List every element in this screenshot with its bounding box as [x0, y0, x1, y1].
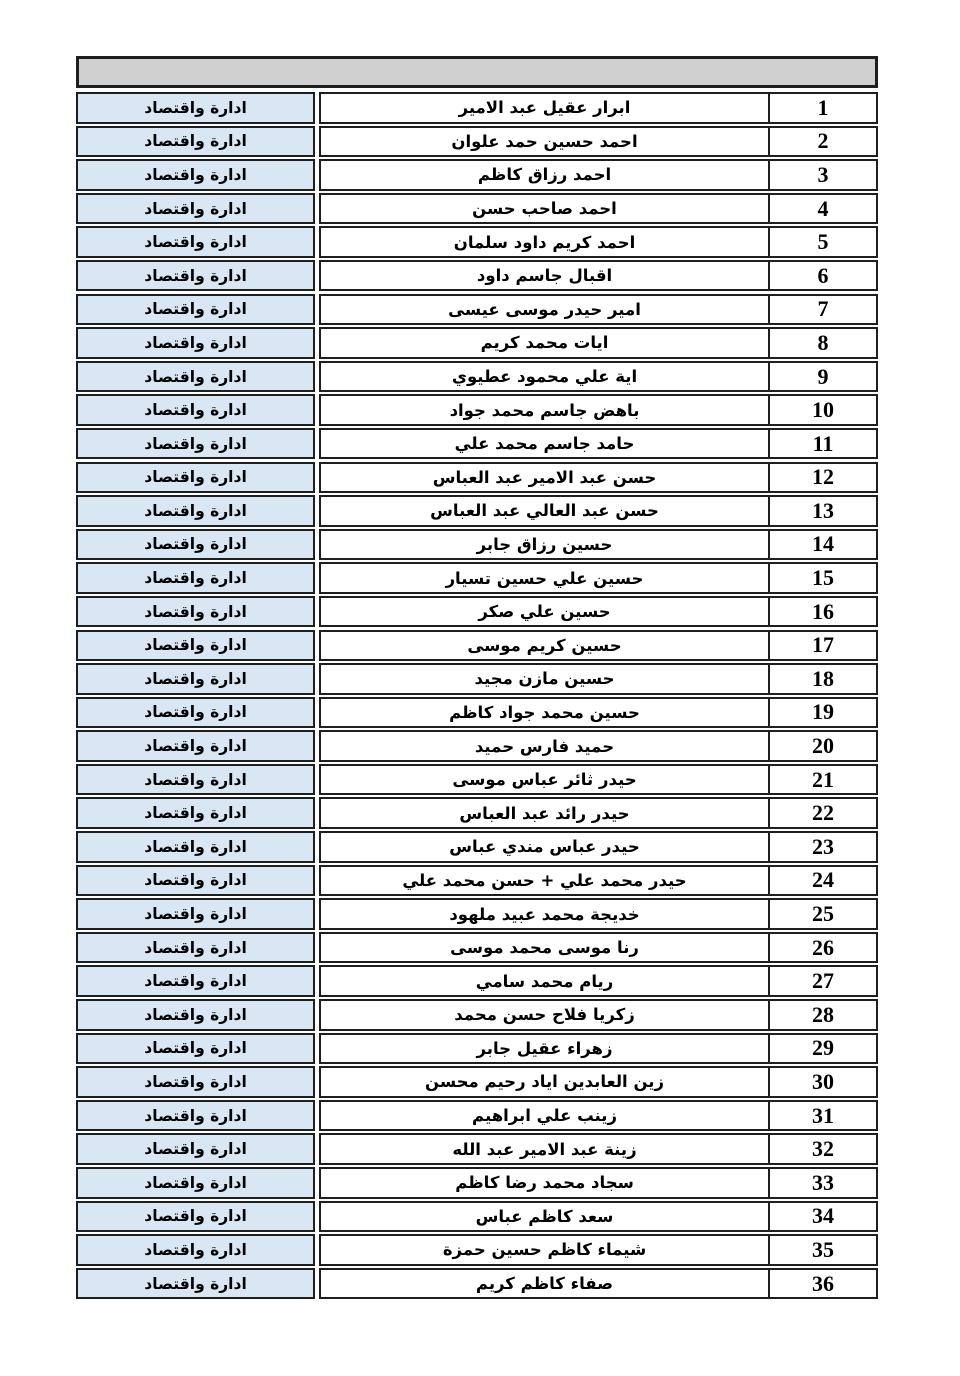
department-cell [76, 394, 315, 426]
row-number-cell [770, 596, 878, 628]
student-name: حسين رزاق جابر [476, 534, 613, 554]
department-cell [76, 865, 315, 897]
row-number: 25 [812, 901, 834, 926]
department-label: ادارة واقتصاد [144, 569, 247, 588]
student-name: زين العابدين اياد رحيم محسن [425, 1072, 664, 1092]
row-number: 7 [817, 296, 829, 322]
department-cell [76, 327, 315, 359]
student-name: حيدر عباس مندي عباس [449, 837, 640, 857]
student-name-cell [319, 999, 770, 1031]
table-row [76, 562, 878, 594]
department-label: ادارة واقتصاد [144, 501, 247, 520]
student-name: حسين كريم موسى [467, 635, 622, 655]
row-number: 26 [812, 934, 834, 960]
row-number-cell [770, 529, 878, 561]
student-name: حسين محمد جواد كاظم [449, 702, 640, 722]
row-number: 33 [812, 1169, 834, 1195]
department-label: ادارة واقتصاد [144, 837, 247, 856]
row-number: 12 [812, 464, 834, 490]
row-number: 30 [812, 1068, 834, 1094]
department-label: ادارة واقتصاد [144, 1207, 247, 1226]
department-label: ادارة واقتصاد [144, 1240, 247, 1259]
department-label: ادارة واقتصاد [144, 1140, 247, 1159]
table-row [76, 630, 878, 662]
student-name: ايات محمد كريم [480, 333, 609, 353]
department-cell [76, 730, 315, 762]
department-cell [76, 226, 315, 258]
table-row [76, 394, 878, 426]
student-name: زكريا فلاح حسن محمد [454, 1005, 635, 1025]
student-name-cell [319, 394, 770, 426]
department-label: ادارة واقتصاد [144, 233, 247, 252]
row-number: 18 [812, 665, 834, 691]
student-name-cell [319, 294, 770, 326]
student-name-cell [319, 361, 770, 393]
department-label: ادارة واقتصاد [144, 703, 247, 722]
department-label: ادارة واقتصاد [144, 300, 247, 319]
row-number-cell [770, 1066, 878, 1098]
table-row [76, 831, 878, 863]
table-row [76, 1234, 878, 1266]
department-label: ادارة واقتصاد [144, 98, 247, 117]
student-name-cell [319, 327, 770, 359]
student-name: حيدر محمد علي + حسن محمد علي [402, 870, 687, 890]
student-name-cell [319, 697, 770, 729]
department-label: ادارة واقتصاد [144, 199, 247, 218]
row-number-cell [770, 159, 878, 191]
department-label: ادارة واقتصاد [144, 737, 247, 756]
department-cell [76, 1201, 315, 1233]
row-number: 6 [817, 262, 829, 288]
department-label: ادارة واقتصاد [144, 1072, 247, 1091]
row-number: 8 [817, 329, 829, 355]
department-cell [76, 92, 315, 124]
table-row [76, 193, 878, 225]
row-number-cell [770, 1167, 878, 1199]
row-number: 3 [817, 161, 829, 187]
table-row [76, 965, 878, 997]
table-row [76, 1201, 878, 1233]
row-number-cell [770, 394, 878, 426]
department-label: ادارة واقتصاد [144, 132, 247, 151]
student-name-cell [319, 1201, 770, 1233]
department-label: ادارة واقتصاد [144, 1274, 247, 1293]
table-row [76, 932, 878, 964]
student-name-cell [319, 495, 770, 527]
student-name: حسين مازن مجيد [474, 669, 615, 689]
table-row [76, 428, 878, 460]
department-label: ادارة واقتصاد [144, 1005, 247, 1024]
student-name-cell [319, 1033, 770, 1065]
table-row [76, 1167, 878, 1199]
student-name-cell [319, 562, 770, 594]
row-number-cell [770, 797, 878, 829]
department-cell [76, 965, 315, 997]
row-number: 28 [812, 1001, 834, 1027]
student-name: باهض جاسم محمد جواد [449, 400, 640, 420]
row-number: 20 [812, 733, 834, 759]
row-number: 4 [817, 195, 829, 221]
department-cell [76, 764, 315, 796]
department-cell [76, 193, 315, 225]
department-cell [76, 697, 315, 729]
row-number-cell [770, 126, 878, 158]
student-name: رنا موسى محمد موسى [450, 938, 639, 958]
student-name: احمد صاحب حسن [472, 199, 617, 219]
row-number-cell [770, 226, 878, 258]
row-number: 1 [817, 94, 829, 120]
table-row [76, 529, 878, 561]
student-name: حسن عبد العالي عبد العباس [430, 501, 659, 521]
department-cell [76, 596, 315, 628]
department-cell [76, 1133, 315, 1165]
student-name: حيدر رائد عبد العباس [459, 803, 630, 823]
student-name: زينة عبد الامير عبد الله [452, 1139, 637, 1159]
row-number-cell [770, 697, 878, 729]
table-row [76, 260, 878, 292]
student-name: اقبال جاسم داود [476, 266, 613, 286]
department-cell [76, 294, 315, 326]
student-name-cell [319, 831, 770, 863]
department-label: ادارة واقتصاد [144, 669, 247, 688]
table-body [76, 92, 878, 1299]
student-name-cell [319, 1066, 770, 1098]
row-number-cell [770, 1268, 878, 1300]
table-row [76, 999, 878, 1031]
student-table [76, 56, 878, 1299]
table-row [76, 865, 878, 897]
department-label: ادارة واقتصاد [144, 468, 247, 487]
table-row [76, 797, 878, 829]
department-cell [76, 1100, 315, 1132]
row-number-cell [770, 462, 878, 494]
student-name: حسين علي حسين تسيار [445, 568, 644, 588]
row-number: 31 [812, 1102, 834, 1128]
department-cell [76, 797, 315, 829]
student-name-cell [319, 965, 770, 997]
row-number-cell [770, 1234, 878, 1266]
student-name-cell [319, 1234, 770, 1266]
student-name: سعد كاظم عباس [475, 1206, 614, 1226]
row-number-cell [770, 764, 878, 796]
department-cell [76, 159, 315, 191]
row-number-cell [770, 1033, 878, 1065]
table-row [76, 294, 878, 326]
table-row [76, 1268, 878, 1300]
student-name-cell [319, 260, 770, 292]
department-label: ادارة واقتصاد [144, 1106, 247, 1125]
student-name: امير حيدر موسى عيسى [448, 299, 641, 319]
department-label: ادارة واقتصاد [144, 770, 247, 789]
student-name: سجاد محمد رضا كاظم [455, 1173, 634, 1193]
student-name: احمد كريم داود سلمان [453, 232, 636, 252]
student-name: حامد جاسم محمد علي [454, 434, 635, 454]
department-label: ادارة واقتصاد [144, 1039, 247, 1058]
student-name: حيدر ثائر عباس موسى [452, 770, 637, 790]
table-row [76, 764, 878, 796]
student-name-cell [319, 159, 770, 191]
row-number-cell [770, 1133, 878, 1165]
student-name: شيماء كاظم حسين حمزة [442, 1240, 647, 1260]
table-row [76, 1033, 878, 1065]
student-name-cell [319, 932, 770, 964]
department-label: ادارة واقتصاد [144, 972, 247, 991]
row-number: 21 [812, 766, 834, 792]
department-cell [76, 1167, 315, 1199]
table-row [76, 898, 878, 930]
row-number-cell [770, 428, 878, 460]
row-number-cell [770, 327, 878, 359]
student-name-cell [319, 630, 770, 662]
table-row [76, 92, 878, 124]
row-number-cell [770, 865, 878, 897]
student-name-cell [319, 663, 770, 695]
department-cell [76, 999, 315, 1031]
row-number: 23 [812, 833, 834, 859]
row-number: 16 [812, 598, 834, 624]
table-row [76, 1133, 878, 1165]
row-number: 27 [812, 968, 834, 994]
student-name-cell [319, 92, 770, 124]
table-row [76, 495, 878, 527]
row-number: 2 [817, 128, 829, 154]
department-cell [76, 932, 315, 964]
row-number-cell [770, 1201, 878, 1233]
row-number-cell [770, 730, 878, 762]
department-cell [76, 562, 315, 594]
department-cell [76, 495, 315, 527]
row-number: 9 [817, 363, 829, 389]
row-number: 13 [812, 497, 834, 523]
row-number: 34 [812, 1203, 834, 1229]
row-number-cell [770, 898, 878, 930]
table-row [76, 1066, 878, 1098]
student-name: زهراء عقيل جابر [476, 1038, 613, 1058]
department-cell [76, 663, 315, 695]
student-name-cell [319, 462, 770, 494]
department-label: ادارة واقتصاد [144, 602, 247, 621]
student-name: حسن عبد الامير عبد العباس [432, 467, 657, 487]
department-cell [76, 428, 315, 460]
student-name-cell [319, 126, 770, 158]
department-cell [76, 126, 315, 158]
department-cell [76, 1234, 315, 1266]
table-row [76, 730, 878, 762]
row-number-cell [770, 193, 878, 225]
student-name: زينب علي ابراهيم [472, 1106, 617, 1126]
department-label: ادارة واقتصاد [144, 333, 247, 352]
student-name-cell [319, 226, 770, 258]
student-name-cell [319, 193, 770, 225]
department-cell [76, 1033, 315, 1065]
row-number: 32 [812, 1136, 834, 1162]
department-label: ادارة واقتصاد [144, 905, 247, 923]
table-row [76, 596, 878, 628]
row-number-cell [770, 495, 878, 527]
row-number-cell [770, 999, 878, 1031]
department-label: ادارة واقتصاد [144, 165, 247, 184]
student-name-cell [319, 1268, 770, 1300]
department-label: ادارة واقتصاد [144, 434, 247, 453]
row-number-cell [770, 630, 878, 662]
department-cell [76, 630, 315, 662]
row-number: 17 [812, 632, 834, 658]
table-row [76, 327, 878, 359]
row-number: 29 [812, 1035, 834, 1061]
row-number: 11 [812, 430, 834, 456]
department-cell [76, 1066, 315, 1098]
row-number: 14 [812, 531, 834, 557]
department-label: ادارة واقتصاد [144, 367, 247, 386]
table-row [76, 663, 878, 695]
student-name-cell [319, 797, 770, 829]
department-cell [76, 260, 315, 292]
student-name: صفاء كاظم كريم [475, 1274, 614, 1294]
row-number: 35 [812, 1236, 834, 1262]
student-name-cell [319, 865, 770, 897]
student-name: احمد حسين حمد علوان [451, 131, 638, 151]
row-number: 36 [812, 1270, 834, 1296]
student-name: احمد رزاق كاظم [477, 165, 612, 185]
student-name: ابرار عقيل عبد الامير [458, 98, 631, 118]
table-row [76, 1100, 878, 1132]
student-name-cell [319, 764, 770, 796]
student-name-cell [319, 1167, 770, 1199]
row-number-cell [770, 663, 878, 695]
student-name: ريام محمد سامي [475, 971, 614, 991]
row-number-cell [770, 562, 878, 594]
row-number: 15 [812, 565, 834, 591]
table-row [76, 697, 878, 729]
department-cell [76, 831, 315, 863]
row-number-cell [770, 1100, 878, 1132]
table-header-bar [76, 56, 878, 88]
student-name-cell [319, 596, 770, 628]
row-number: 24 [812, 867, 834, 893]
row-number-cell [770, 260, 878, 292]
table-row [76, 361, 878, 393]
department-cell [76, 529, 315, 561]
student-name-cell [319, 428, 770, 460]
row-number-cell [770, 361, 878, 393]
row-number-cell [770, 294, 878, 326]
student-name-cell [319, 1100, 770, 1132]
row-number-cell [770, 92, 878, 124]
student-name: حميد فارس حميد [474, 736, 615, 756]
student-name-cell [319, 529, 770, 561]
student-name-cell [319, 898, 770, 930]
department-cell [76, 1268, 315, 1300]
department-label: ادارة واقتصاد [144, 804, 247, 823]
student-name: حسين علي صكر [478, 602, 611, 622]
row-number-cell [770, 932, 878, 964]
department-cell [76, 898, 315, 930]
department-label: ادارة واقتصاد [144, 266, 247, 285]
department-cell [76, 462, 315, 494]
row-number-cell [770, 831, 878, 863]
student-name: خديجة محمد عبيد ملهود [449, 904, 640, 924]
table-row [76, 126, 878, 158]
department-label: ادارة واقتصاد [144, 401, 247, 420]
department-cell [76, 361, 315, 393]
row-number: 5 [817, 229, 829, 255]
row-number: 10 [812, 397, 834, 423]
row-number: 19 [812, 699, 834, 725]
student-name: اية علي محمود عطيوي [451, 367, 638, 386]
department-label: ادارة واقتصاد [144, 938, 247, 957]
student-name-cell [319, 730, 770, 762]
row-number-cell [770, 965, 878, 997]
department-label: ادارة واقتصاد [144, 535, 247, 554]
table-row [76, 159, 878, 191]
row-number: 22 [812, 800, 834, 826]
department-label: ادارة واقتصاد [144, 636, 247, 655]
student-name-cell [319, 1133, 770, 1165]
table-row [76, 462, 878, 494]
table-row [76, 226, 878, 258]
department-label: ادارة واقتصاد [144, 871, 247, 890]
department-label: ادارة واقتصاد [144, 1173, 247, 1192]
